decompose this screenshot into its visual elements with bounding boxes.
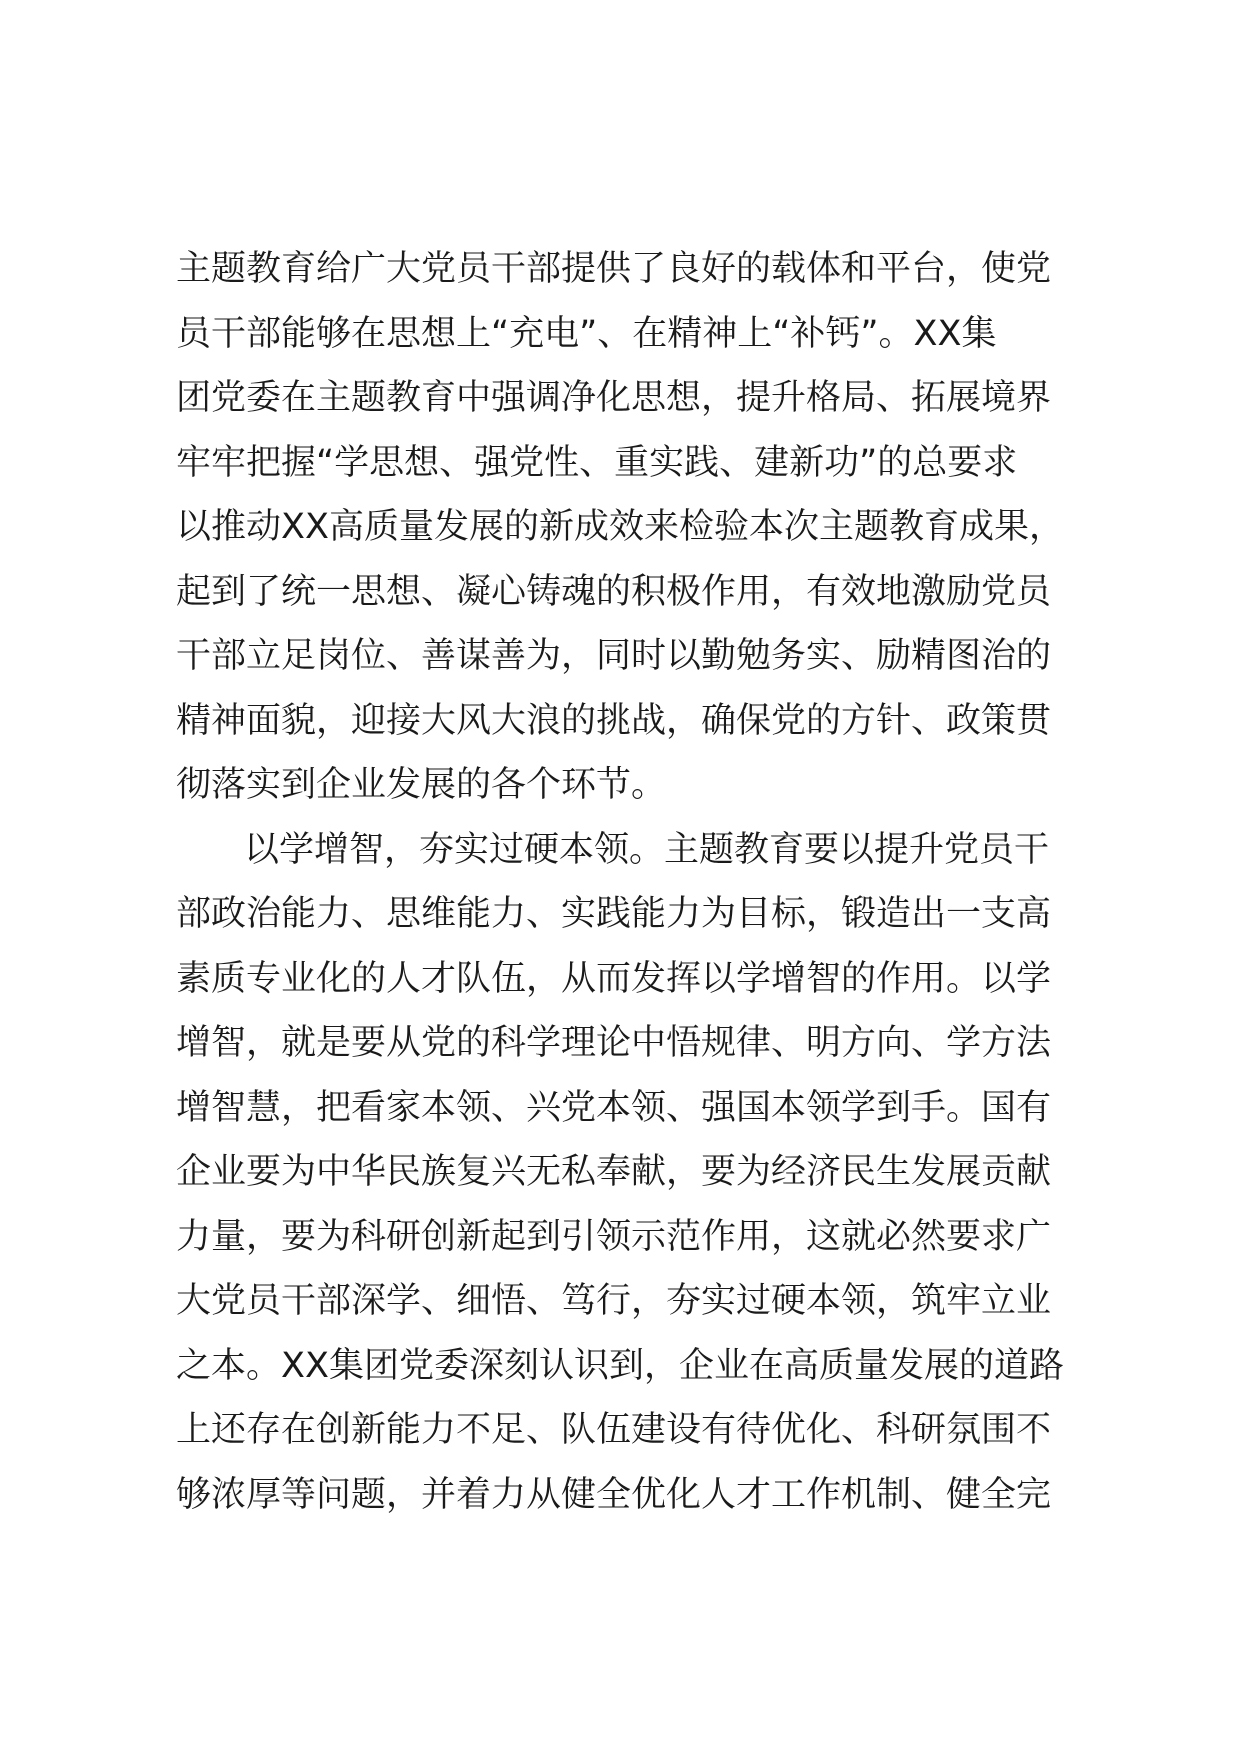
text-line: 力量，要为科研创新起到引领示范作用，这就必然要求广: [176, 1216, 1052, 1257]
paragraph-start-line: 以学增智，夯实过硬本领。主题教育要以提升党员干: [244, 829, 1050, 870]
text-line: 彻落实到企业发展的各个环节。: [176, 765, 667, 805]
body-text: [176, 237, 1096, 1527]
text-line: 之本。XX集团党委深刻认识到，企业在高质量发展的道路: [176, 1345, 1064, 1386]
text-line: 精神面貌，迎接大风大浪的挑战，确保党的方针、政策贯: [176, 700, 1052, 741]
text-line: 主题教育给广大党员干部提供了良好的载体和平台，使党: [176, 249, 1052, 289]
text-line: 增智慧，把看家本领、兴党本领、强国本领学到手。国有: [176, 1087, 1052, 1128]
text-line: 干部立足岗位、善谋善为，同时以勤勉务实、励精图治的: [176, 636, 1052, 676]
text-line: 素质专业化的人才队伍，从而发挥以学增智的作用。以学: [176, 958, 1052, 999]
text-line: 起到了统一思想、凝心铸魂的积极作用，有效地激励党员: [176, 571, 1052, 612]
text-line: 员干部能够在思想上“充电”、在精神上“补钙”。XX集: [176, 313, 997, 354]
text-line: 够浓厚等问题，并着力从健全优化人才工作机制、健全完: [176, 1474, 1052, 1515]
text-line: 以推动XX高质量发展的新成效来检验本次主题教育成果，: [176, 507, 1064, 547]
text-line: 上还存在创新能力不足、队伍建设有待优化、科研氛围不: [176, 1410, 1052, 1450]
text-line: 大党员干部深学、细悟、笃行，夯实过硬本领，筑牢立业: [176, 1281, 1052, 1321]
text-line: 牢牢把握“学思想、强党性、重实践、建新功”的总要求: [176, 442, 1018, 483]
text-line: 企业要为中华民族复兴无私奉献，要为经济民生发展贡献: [176, 1152, 1052, 1192]
text-line: 部政治能力、思维能力、实践能力为目标，锻造出一支高: [176, 894, 1052, 934]
text-line: 团党委在主题教育中强调净化思想，提升格局、拓展境界: [176, 378, 1052, 418]
text-line: 增智，就是要从党的科学理论中悟规律、明方向、学方法: [176, 1023, 1052, 1063]
